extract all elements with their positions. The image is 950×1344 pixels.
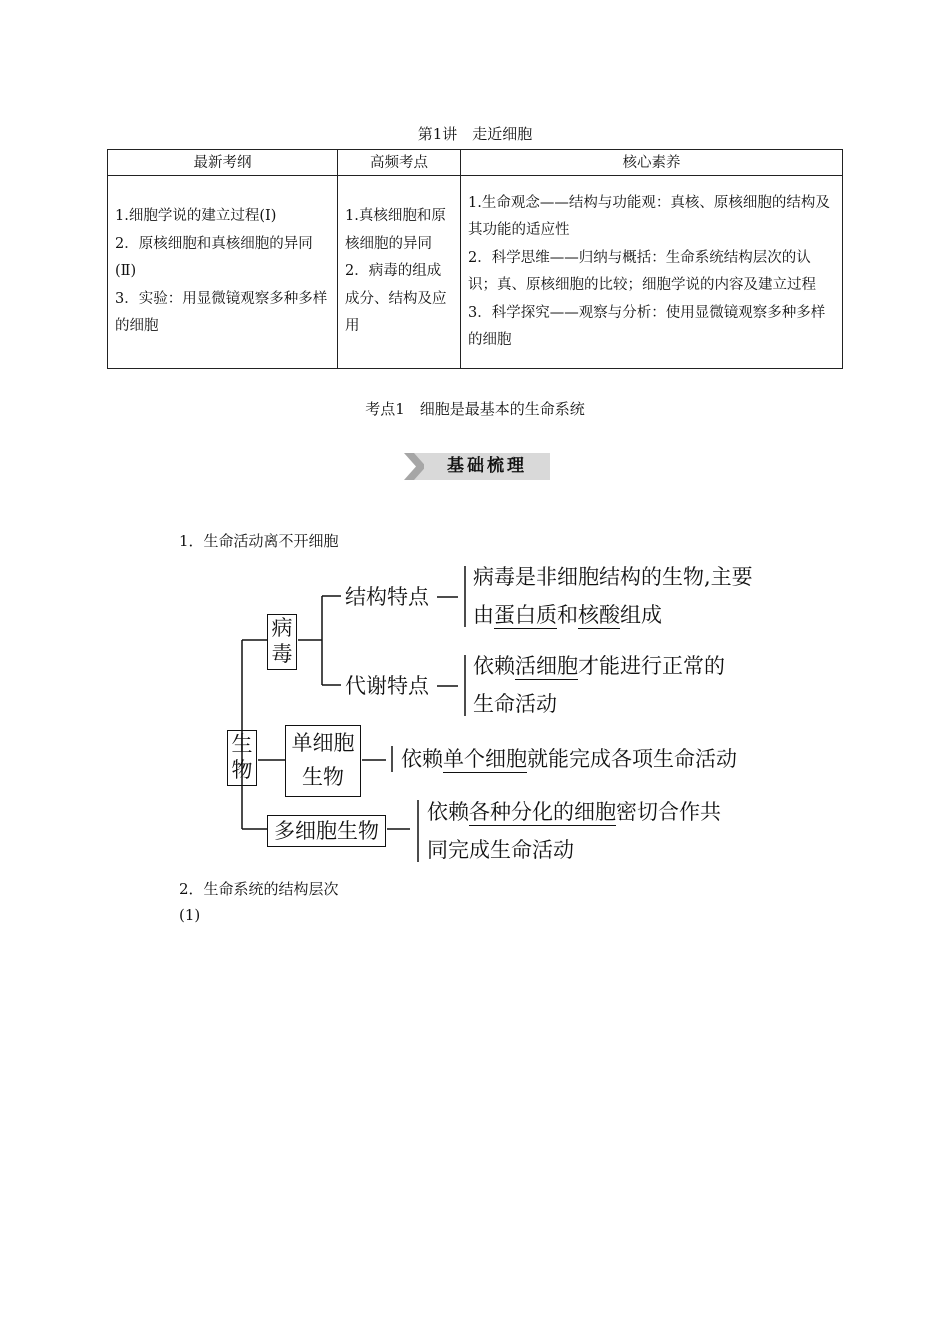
- multicellular-text-suffix: 密切合作共: [616, 800, 721, 824]
- heading-structure-levels: 2．生命系统的结构层次: [179, 880, 339, 898]
- metabolism-text-line1: [473, 656, 725, 677]
- node-multicellular: 多细胞生物: [267, 815, 386, 847]
- lesson-title: 第1讲 走近细胞: [417, 125, 533, 143]
- key-point-item: 1.真核细胞和原核细胞的异同: [345, 208, 446, 252]
- heading-life-activity: 1．生命活动离不开细胞: [179, 532, 339, 550]
- structure-text-suffix: 组成: [620, 603, 662, 627]
- node-organism: [227, 730, 257, 786]
- syllabus-item: 3．实验：用显微镜观察多种多样的细胞: [115, 290, 328, 335]
- header-key-points: 高频考点: [338, 150, 461, 176]
- unicellular-text: [401, 749, 737, 770]
- structure-text-line1: 病毒是非细胞结构的生物,主要: [473, 565, 753, 589]
- answer-nucleic-acid: 核酸: [578, 603, 620, 627]
- unicellular-text-suffix: 就能完成各项生命活动: [527, 747, 737, 771]
- multicellular-text-line2: 同完成生命活动: [427, 838, 574, 862]
- unicellular-text-prefix: 依赖: [401, 747, 443, 771]
- header-core-literacy: 核心素养: [461, 150, 843, 176]
- label-metabolism: 代谢特点: [345, 674, 429, 698]
- banner-label: 基础梳理: [447, 456, 527, 476]
- literacy-item: 2．科学思维——归纳与概括：生命系统结构层次的认识；真、原核细胞的比较；细胞学说的内容及建立过程: [468, 249, 816, 293]
- item-number: (1): [179, 906, 201, 924]
- node-unicellular: [285, 725, 361, 797]
- multicellular-text-prefix: 依赖: [427, 800, 469, 824]
- structure-text-line2: [473, 605, 662, 626]
- syllabus-item: 2．原核细胞和真核细胞的异同(Ⅱ): [115, 235, 313, 280]
- metabolism-text-suffix: 才能进行正常的: [578, 654, 725, 678]
- structure-text-prefix: 由: [473, 603, 494, 627]
- answer-single-cell: 单个细胞: [443, 747, 527, 771]
- answer-living-cell: 活细胞: [515, 654, 578, 678]
- section-title: 考点1 细胞是最基本的生命系统: [365, 400, 585, 418]
- metabolism-text-line2: 生命活动: [473, 692, 557, 716]
- node-unicellular-line1: 单细胞: [291, 731, 355, 755]
- header-syllabus: 最新考纲: [108, 150, 338, 176]
- node-organism-label: 生物: [231, 732, 253, 782]
- multicellular-text-line1: [427, 802, 721, 823]
- key-point-item: 2．病毒的组成成分、结构及应用: [345, 263, 447, 335]
- structure-text-and: 和: [557, 603, 578, 627]
- metabolism-text-prefix: 依赖: [473, 654, 515, 678]
- label-structure: 结构特点: [345, 585, 429, 609]
- syllabus-item: 1.细胞学说的建立过程(Ⅰ): [115, 208, 277, 225]
- answer-differentiated-cells: 各种分化的细胞: [469, 800, 616, 824]
- literacy-item: 1.生命观念——结构与功能观：真核、原核细胞的结构及其功能的适应性: [468, 194, 830, 238]
- literacy-item: 3．科学探究——观察与分析：使用显微镜观察多种多样的细胞: [468, 304, 826, 348]
- answer-protein: 蛋白质: [494, 603, 557, 627]
- node-virus: [267, 614, 297, 670]
- node-unicellular-line2: 生物: [302, 765, 344, 789]
- node-virus-label: 病毒: [271, 616, 293, 666]
